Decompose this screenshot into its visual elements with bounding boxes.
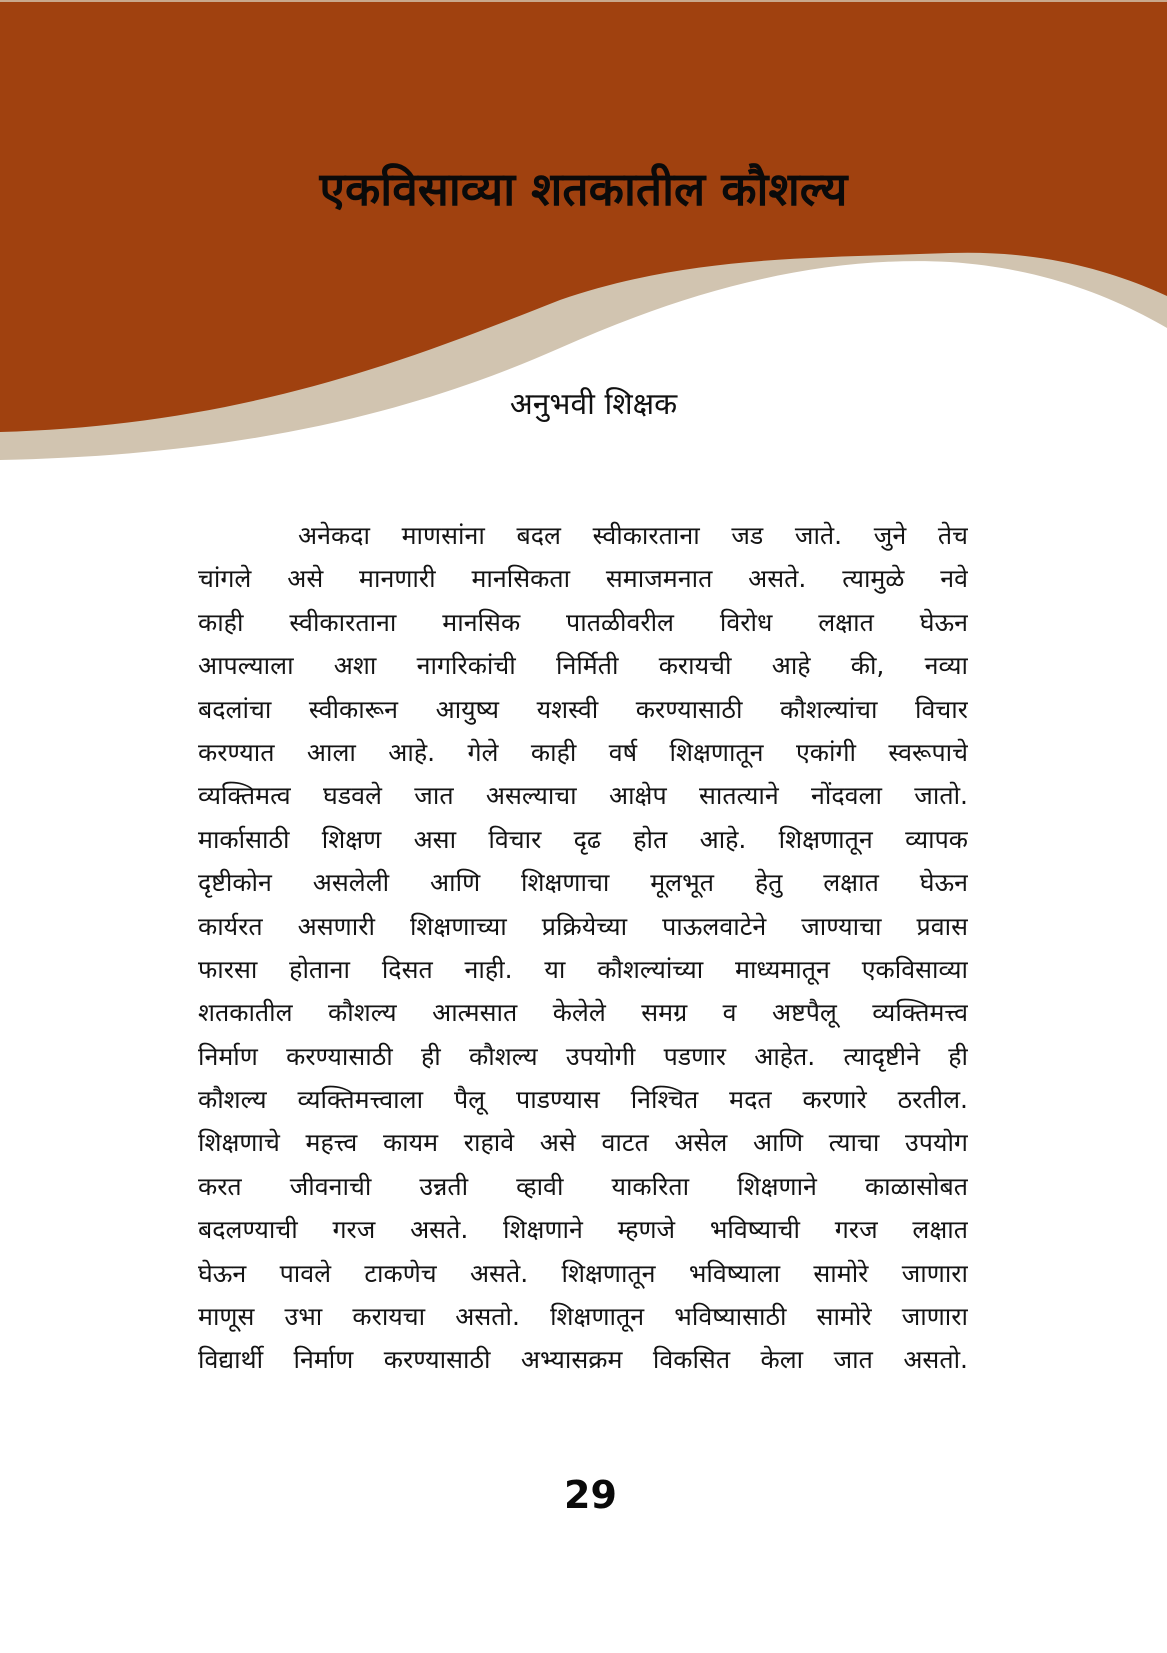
body-line: मार्कासाठी शिक्षण असा विचार दृढ होत आहे. शिक्षणातून व्यापक <box>198 824 968 854</box>
body-line: घेऊन पावले टाकणेच असते. शिक्षणातून भविष्याला सामोरे जाणारा <box>198 1258 968 1288</box>
body-line: निर्माण करण्यासाठी ही कौशल्य उपयोगी पडणार आहेत. त्यादृष्टीने ही <box>198 1041 968 1071</box>
body-line: कार्यरत असणारी शिक्षणाच्या प्रक्रियेच्या पाऊलवाटेने जाण्याचा प्रवास <box>198 911 968 941</box>
page-title: एकविसाव्या शतकातील कौशल्य <box>319 161 848 216</box>
body-line: अनेकदा माणसांना बदल स्वीकारताना जड जाते. जुने तेच <box>298 521 968 550</box>
author-name: अनुभवी शिक्षक <box>509 387 678 422</box>
body-line: बदलांचा स्वीकारून आयुष्य यशस्वी करण्यासाठी कौशल्यांचा विचार <box>198 694 968 724</box>
article-body <box>198 514 968 1382</box>
body-line: विद्यार्थी निर्माण करण्यासाठी अभ्यासक्रम विकसित केला जात असतो. <box>198 1345 968 1375</box>
body-line: व्यक्तिमत्व घडवले जात असल्याचा आक्षेप सातत्याने नोंदवला जातो. <box>198 781 968 811</box>
body-line: दृष्टीकोन असलेली आणि शिक्षणाचा मूलभूत हेतु लक्षात घेऊन <box>198 868 968 898</box>
body-line: माणूस उभा करायचा असतो. शिक्षणातून भविष्यासाठी सामोरे जाणारा <box>198 1302 968 1332</box>
body-line: शिक्षणाचे महत्त्व कायम राहावे असे वाटत असेल आणि त्याचा उपयोग <box>198 1128 968 1158</box>
body-line: करत जीवनाची उन्नती व्हावी याकरिता शिक्षणाने काळासोबत <box>198 1171 968 1201</box>
body-line: फारसा होताना दिसत नाही. या कौशल्यांच्या माध्यमातून एकविसाव्या <box>198 954 968 984</box>
body-line: चांगले असे मानणारी मानसिकता समाजमनात असते. त्यामुळे नवे <box>198 564 968 594</box>
body-line: काही स्वीकारताना मानसिक पातळीवरील विरोध लक्षात घेऊन <box>198 607 968 637</box>
body-line: करण्यात आला आहे. गेले काही वर्ष शिक्षणातून एकांगी स्वरूपाचे <box>198 737 968 767</box>
body-line: कौशल्य व्यक्तिमत्त्वाला पैलू पाडण्यास निश्चित मदत करणारे ठरतील. <box>198 1085 968 1115</box>
top-border-line <box>0 0 1167 2</box>
body-line: शतकातील कौशल्य आत्मसात केलेले समग्र व अष्टपैलू व्यक्तिमत्त्व <box>198 998 968 1028</box>
body-line: बदलण्याची गरज असते. शिक्षणाने म्हणजे भविष्याची गरज लक्षात <box>198 1215 968 1245</box>
body-line: आपल्याला अशा नागरिकांची निर्मिती करायची आहे की, नव्या <box>198 651 968 681</box>
page-number: 29 <box>564 1473 617 1517</box>
